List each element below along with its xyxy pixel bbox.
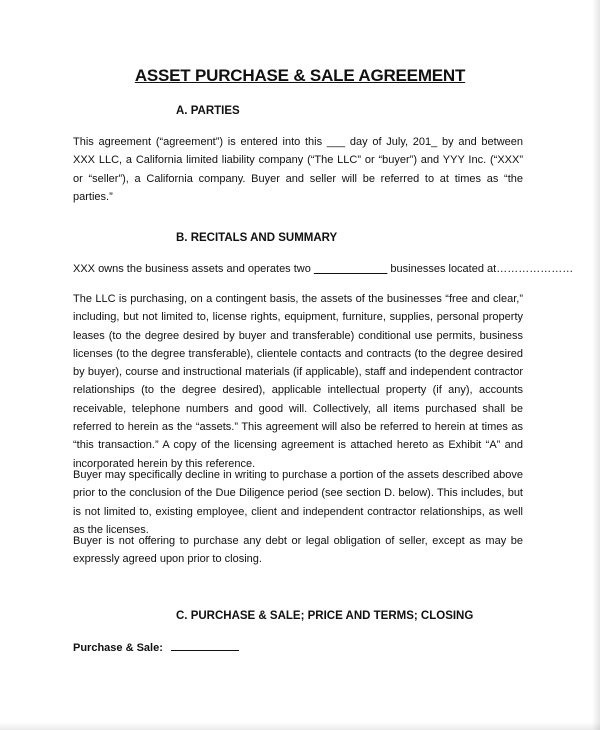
purchase-sale-line [73, 639, 239, 657]
purchase-sale-blank [171, 640, 239, 651]
recitals-paragraph-3: Buyer is not offering to purchase any debt or legal obligation of seller, except as may be expressly agreed upon prior to closing. [73, 535, 523, 566]
section-b-heading: B. RECITALS AND SUMMARY [176, 232, 338, 244]
recitals-line-suffix: businesses located at………………… [390, 263, 574, 275]
recitals-line-prefix: XXX owns the business assets and operates two [73, 263, 311, 275]
page-edge-shadow [592, 0, 600, 730]
purchase-sale-label: Purchase & Sale: [73, 642, 163, 654]
document-title: ASSET PURCHASE & SALE AGREEMENT [134, 66, 466, 85]
section-c-heading: C. PURCHASE & SALE; PRICE AND TERMS; CLOSING [176, 610, 474, 622]
recitals-paragraph-2: Buyer may specifically decline in writing to purchase a portion of the assets described above prior to the conclusion of the Due Diligence period (see section D. below). This includes, but is not limited to, existing employee, client and independent contractor relationships, as well as the licenses. [73, 469, 523, 536]
recitals-paragraph-1: The LLC is purchasing, on a contingent basis, the assets of the businesses “free and clear,” including, but not limited to, license rights, equipment, furniture, supplies, personal property leases (to the degree desired by buyer and transferable) conditional use permits, business licenses (to the degree transferable), clientele contacts and contracts (to the degree desired by buyer), course and instructional materials (if applicable), staff and independent contractor relationships (to the degree desired), applicable intellectual property (if any), accounts receivable, telephone numbers and good will. Collectively, all items purchased shall be referred to herein as the “assets.” This agreement will also be referred to herein at times as “this transaction.” A copy of the licensing agreement is attached hereto as Exhibit “A” and incorporated herein by this reference. [73, 293, 523, 470]
page-bottom-shadow [0, 722, 600, 730]
recitals-line-blank: ____________ [313, 263, 388, 275]
section-a-heading: A. PARTIES [176, 105, 240, 117]
recitals-line [73, 260, 573, 278]
parties-paragraph: This agreement (“agreement”) is entered into this ___ day of July, 201_ by and between XXX LLC, a California limited liability company (“The LLC” or “buyer”) and YYY Inc. (“XXX” or “seller”), a California company. Buyer and seller will be referred to at times as “the parties.” [73, 136, 523, 203]
